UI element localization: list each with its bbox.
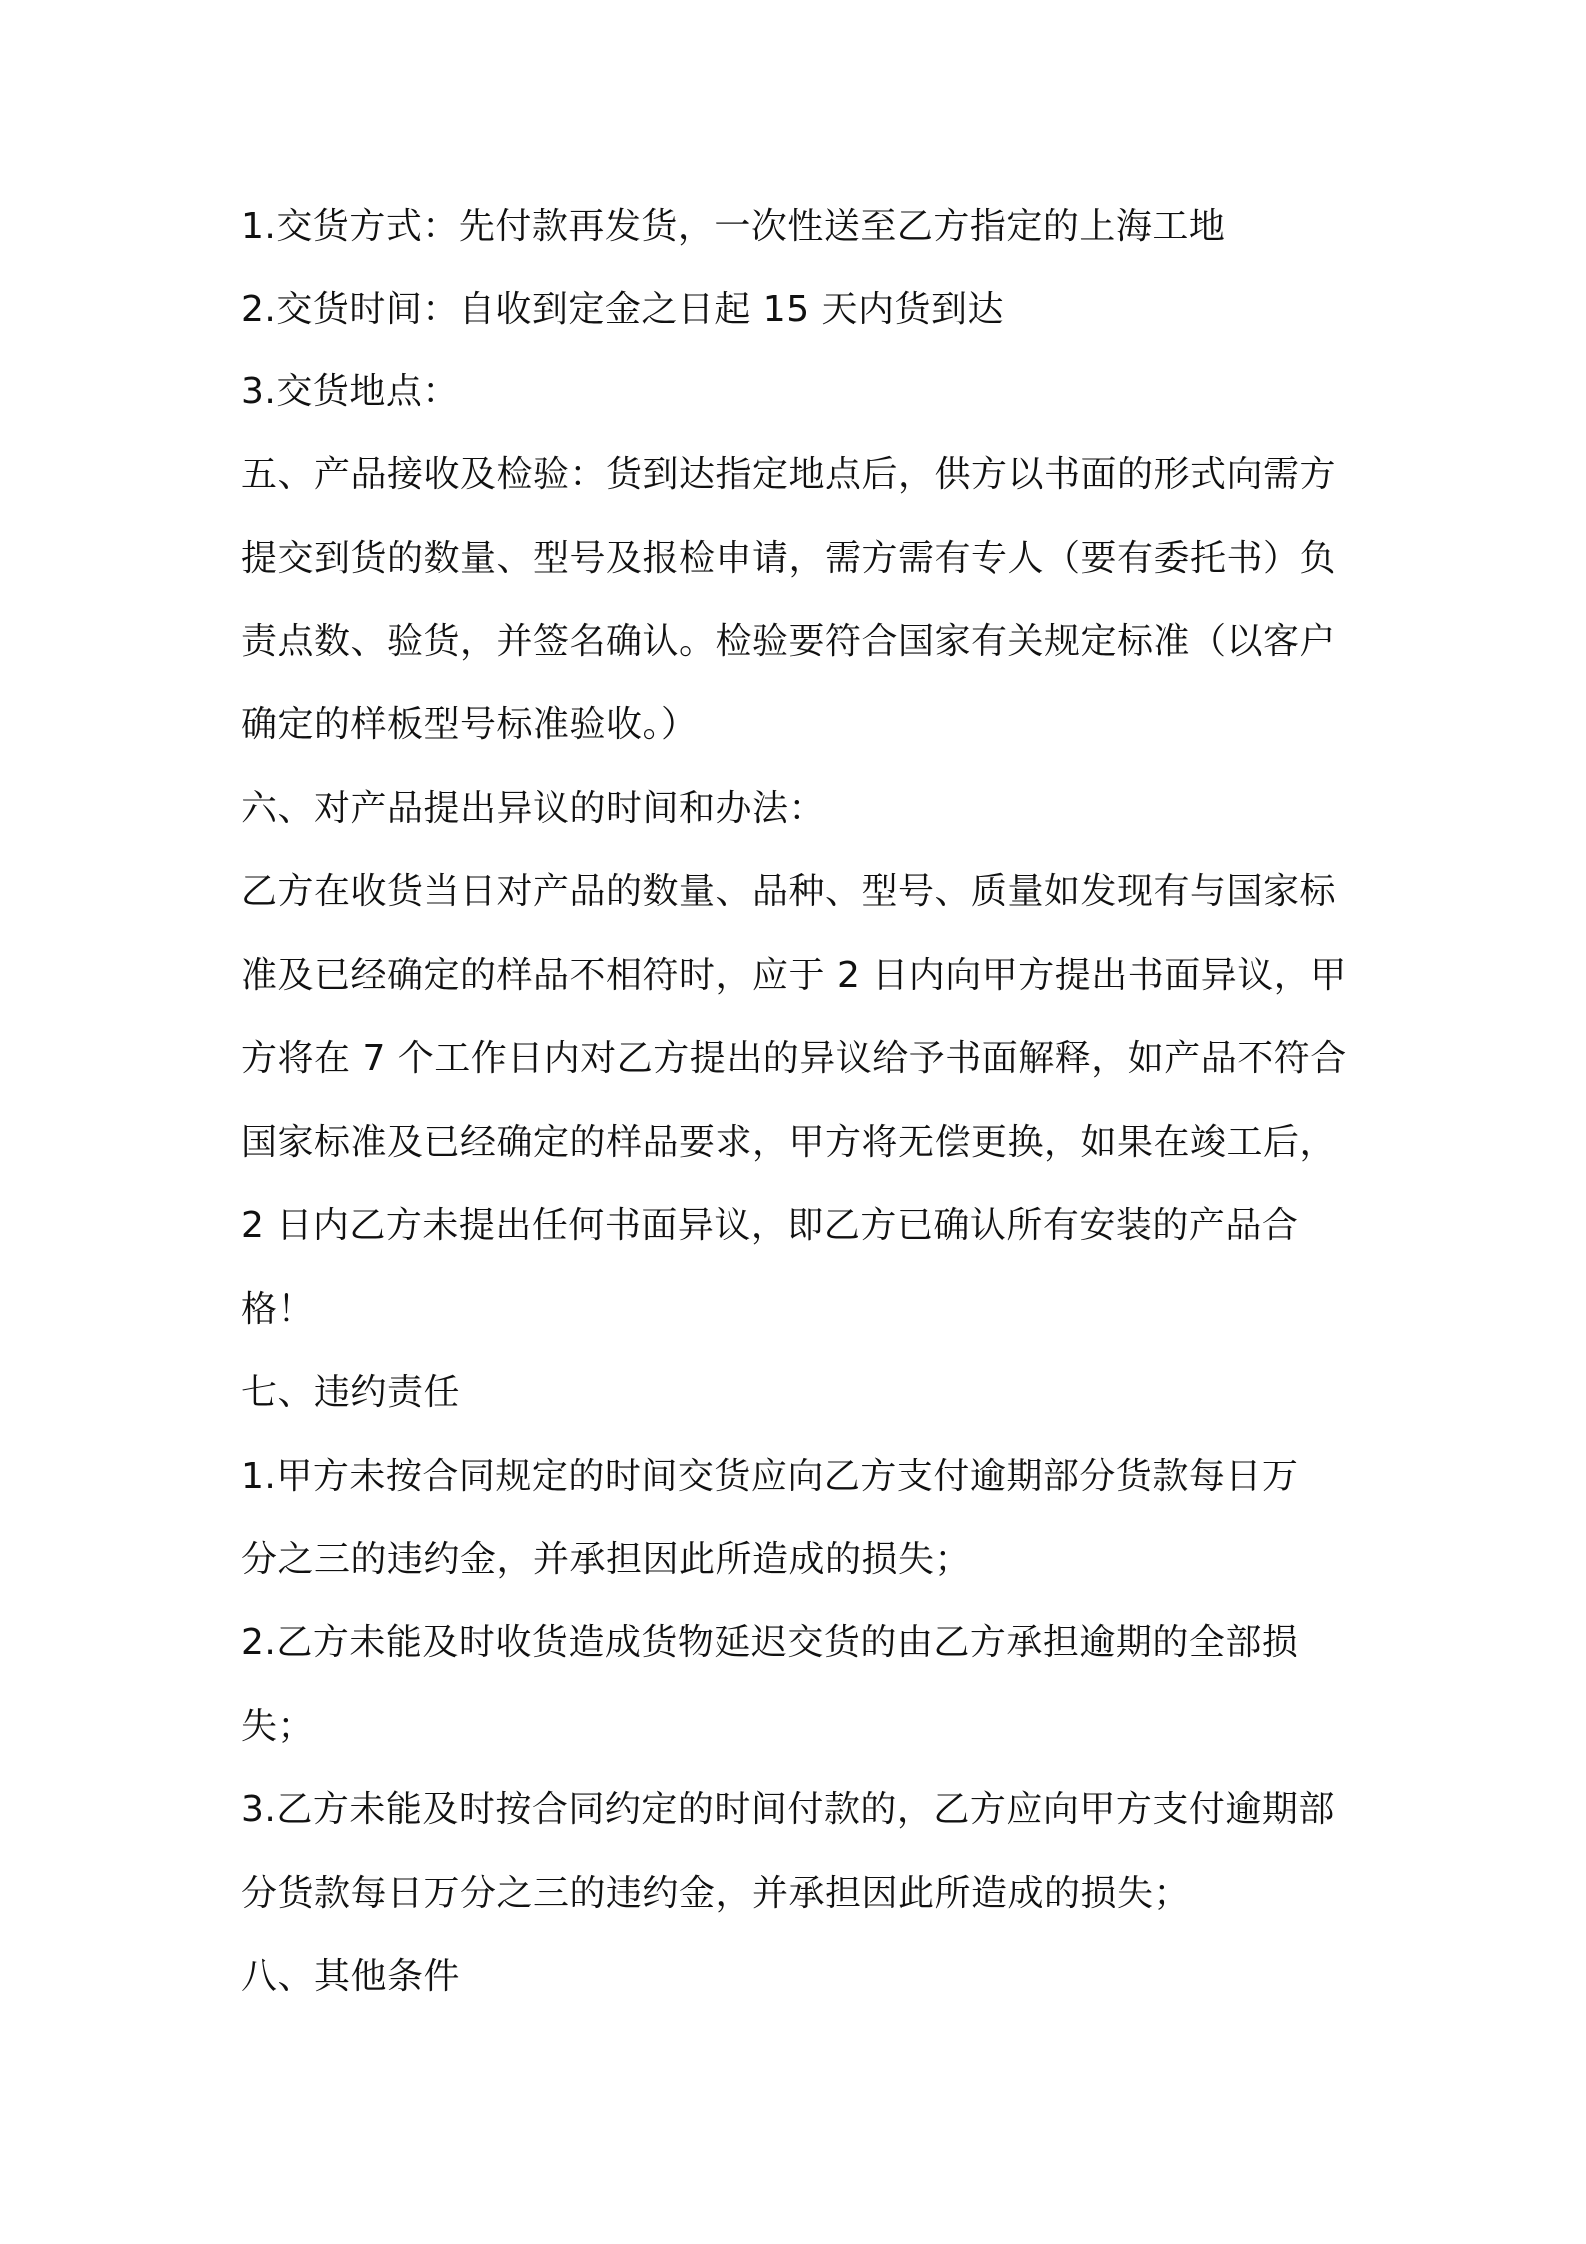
text-line: 2.交货时间：自收到定金之日起 15 天内货到达	[241, 289, 1005, 330]
text-line: 失；	[241, 1706, 315, 1747]
text-line: 2 日内乙方未提出任何书面异议，即乙方已确认所有安装的产品合	[241, 1205, 1299, 1246]
text-line: 责点数、验货，并签名确认。检验要符合国家有关规定标准（以客户	[241, 621, 1337, 662]
section-heading-line: 五、产品接收及检验：货到达指定地点后，供方以书面的形式向需方	[241, 454, 1337, 495]
text-line: 乙方在收货当日对产品的数量、品种、型号、质量如发现有与国家标	[241, 871, 1337, 912]
text-line: 分之三的违约金，并承担因此所造成的损失；	[241, 1539, 972, 1580]
text-line: 3.乙方未能及时按合同约定的时间付款的，乙方应向甲方支付逾期部	[241, 1789, 1335, 1830]
section-heading: 八、其他条件	[241, 1956, 461, 1997]
section-heading: 六、对产品提出异议的时间和办法：	[241, 788, 826, 829]
section-heading: 七、违约责任	[241, 1372, 461, 1413]
text-line: 格！	[241, 1289, 315, 1330]
text-line: 确定的样板型号标准验收。）	[241, 704, 698, 745]
text-line: 1.交货方式：先付款再发货，一次性送至乙方指定的上海工地	[241, 206, 1226, 247]
text-line: 方将在 7 个工作日内对乙方提出的异议给予书面解释，如产品不符合	[241, 1038, 1347, 1079]
text-line: 准及已经确定的样品不相符时，应于 2 日内向甲方提出书面异议，甲	[241, 955, 1347, 996]
text-line: 2.乙方未能及时收货造成货物延迟交货的由乙方承担逾期的全部损	[241, 1622, 1299, 1663]
text-line: 国家标准及已经确定的样品要求，甲方将无偿更换，如果在竣工后，	[241, 1122, 1337, 1163]
text-line: 1.甲方未按合同规定的时间交货应向乙方支付逾期部分货款每日万	[241, 1456, 1299, 1497]
text-line: 分货款每日万分之三的违约金，并承担因此所造成的损失；	[241, 1873, 1191, 1914]
text-line: 3.交货地点：	[241, 371, 459, 412]
text-line: 提交到货的数量、型号及报检申请，需方需有专人（要有委托书）负	[241, 538, 1337, 579]
